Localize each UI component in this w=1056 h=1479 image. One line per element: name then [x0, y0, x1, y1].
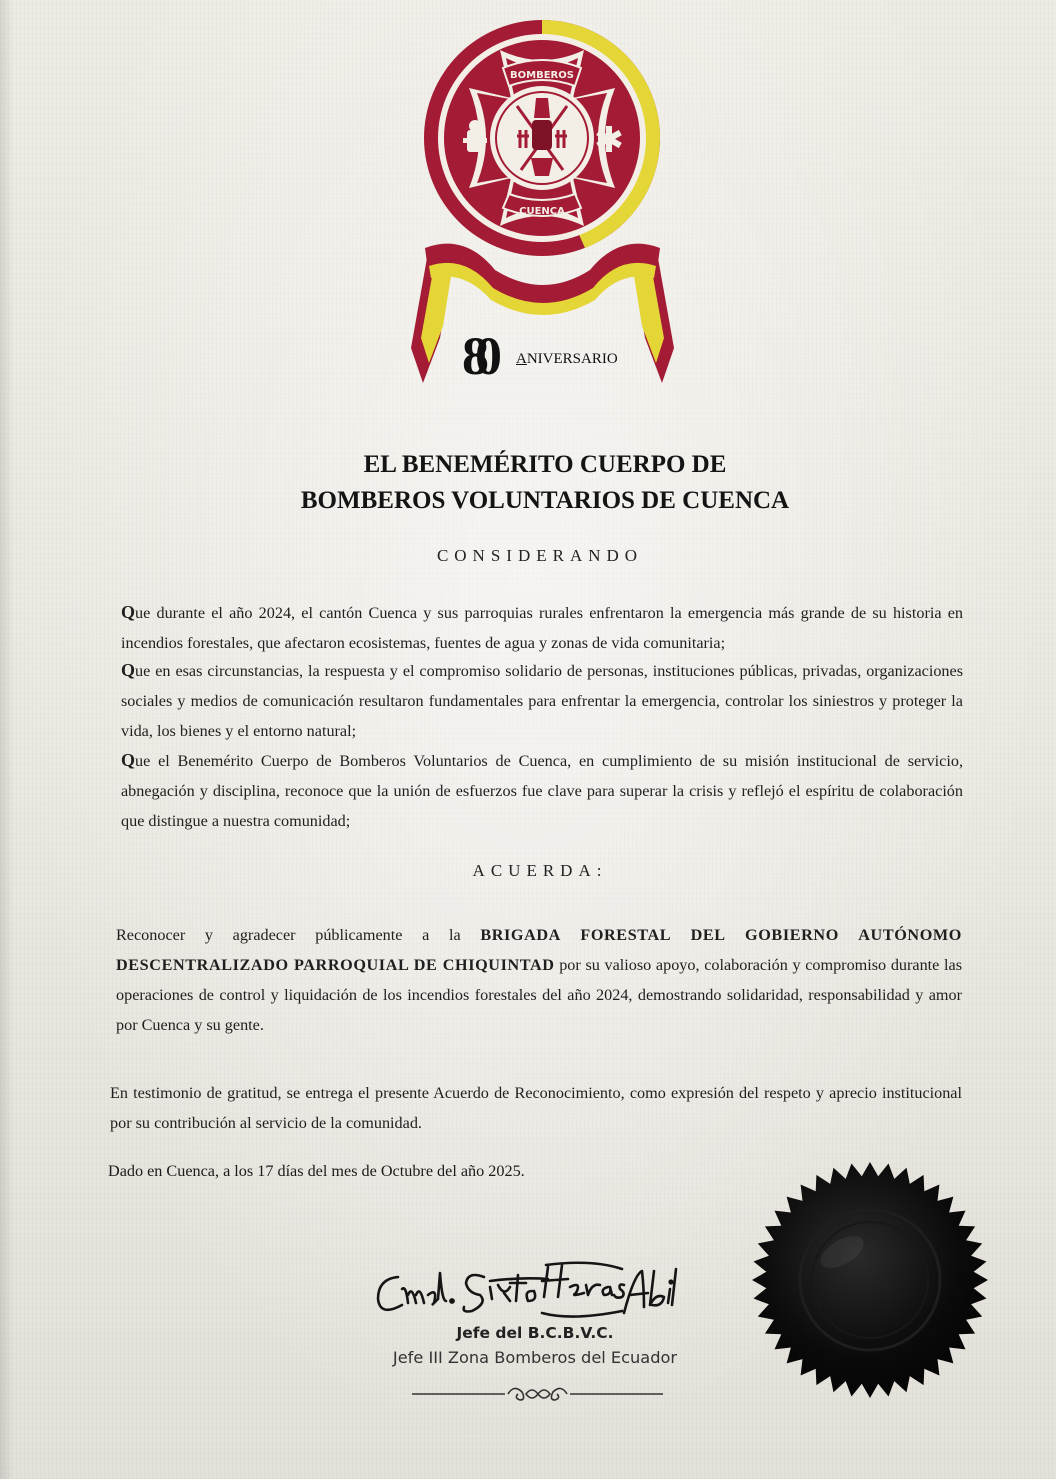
considerando-paragraph-2	[121, 655, 963, 746]
signatory-title: Jefe del B.C.B.V.C.	[456, 1324, 614, 1342]
anniversary-number: 80	[462, 326, 488, 386]
emblem-top-label: BOMBEROS	[510, 70, 574, 81]
paragraph-text: ue durante el año 2024, el cantón Cuenca y sus parroquias rurales enfrentaron la emergencia más grande de su historia en incendios forestales, que afectaron ecosistemas, fuentes de agua y zonas de vida comunitaria;	[121, 604, 963, 652]
anniversary-word: ANIVERSARIO	[516, 351, 618, 367]
testimony-paragraph: En testimonio de gratitud, se entrega el presente Acuerdo de Reconocimiento, como expresión del respeto y aprecio institucional por su contribución al servicio de la comunidad.	[110, 1084, 962, 1132]
acuerda-heading: ACUERDA:	[472, 861, 608, 880]
date-line: Dado en Cuenca, a los 17 días del mes de Octubre del año 2025.	[108, 1162, 525, 1180]
paragraph-text: ue el Benemérito Cuerpo de Bomberos Voluntarios de Cuenca, en cumplimiento de su misión institucional de servicio, abnegación y disciplina, reconoce que la unión de esfuerzos fue clave para superar la crisis y reflejó el espíritu de colaboración que distingue a nuestra comunidad;	[121, 752, 963, 830]
title-line-1: EL BENEMÉRITO CUERPO DE	[363, 451, 727, 478]
considerando-heading: CONSIDERANDO	[436, 546, 644, 565]
anniversary-mark	[462, 326, 642, 386]
resolution-rest: por su valioso apoyo, colaboración y compromiso durante las operaciones de control y liquidación de los incendios forestales del año 2024, demostrando solidaridad, responsabilidad y amor por Cuenca y su gente.	[116, 956, 962, 1034]
handwritten-signature	[372, 1255, 694, 1327]
title-line-2: BOMBEROS VOLUNTARIOS DE CUENCA	[300, 487, 790, 514]
resolution-paragraph	[116, 920, 962, 1040]
document-title	[180, 447, 910, 519]
flourish-divider-icon	[410, 1380, 665, 1410]
wax-seal	[750, 1160, 990, 1400]
considerando-paragraph-1	[121, 597, 963, 658]
emblem-bottom-label: CUENCA	[519, 206, 565, 217]
resolution-entity: BRIGADA FORESTAL DEL GOBIERNO AUTÓNOMO DESCENTRALIZADO PARROQUIAL DE CHIQUINTAD	[116, 926, 962, 974]
paragraph-lead-letter: Q	[121, 660, 136, 680]
paragraph-lead-letter: Q	[121, 602, 136, 622]
paragraph-lead-letter: Q	[121, 750, 136, 770]
paragraph-text: ue en esas circunstancias, la respuesta y el compromiso solidario de personas, instituciones públicas, privadas, organizaciones sociales y medios de comunicación resultaron fundamentales para enfrentar la emergencia, controlar los siniestros y proteger la vida, los bienes y el entorno natural;	[121, 662, 963, 740]
resolution-intro: Reconocer y agradecer públicamente a la	[116, 926, 481, 944]
signatory-role: Jefe III Zona Bomberos del Ecuador	[392, 1348, 678, 1367]
considerando-paragraph-3	[121, 745, 963, 836]
